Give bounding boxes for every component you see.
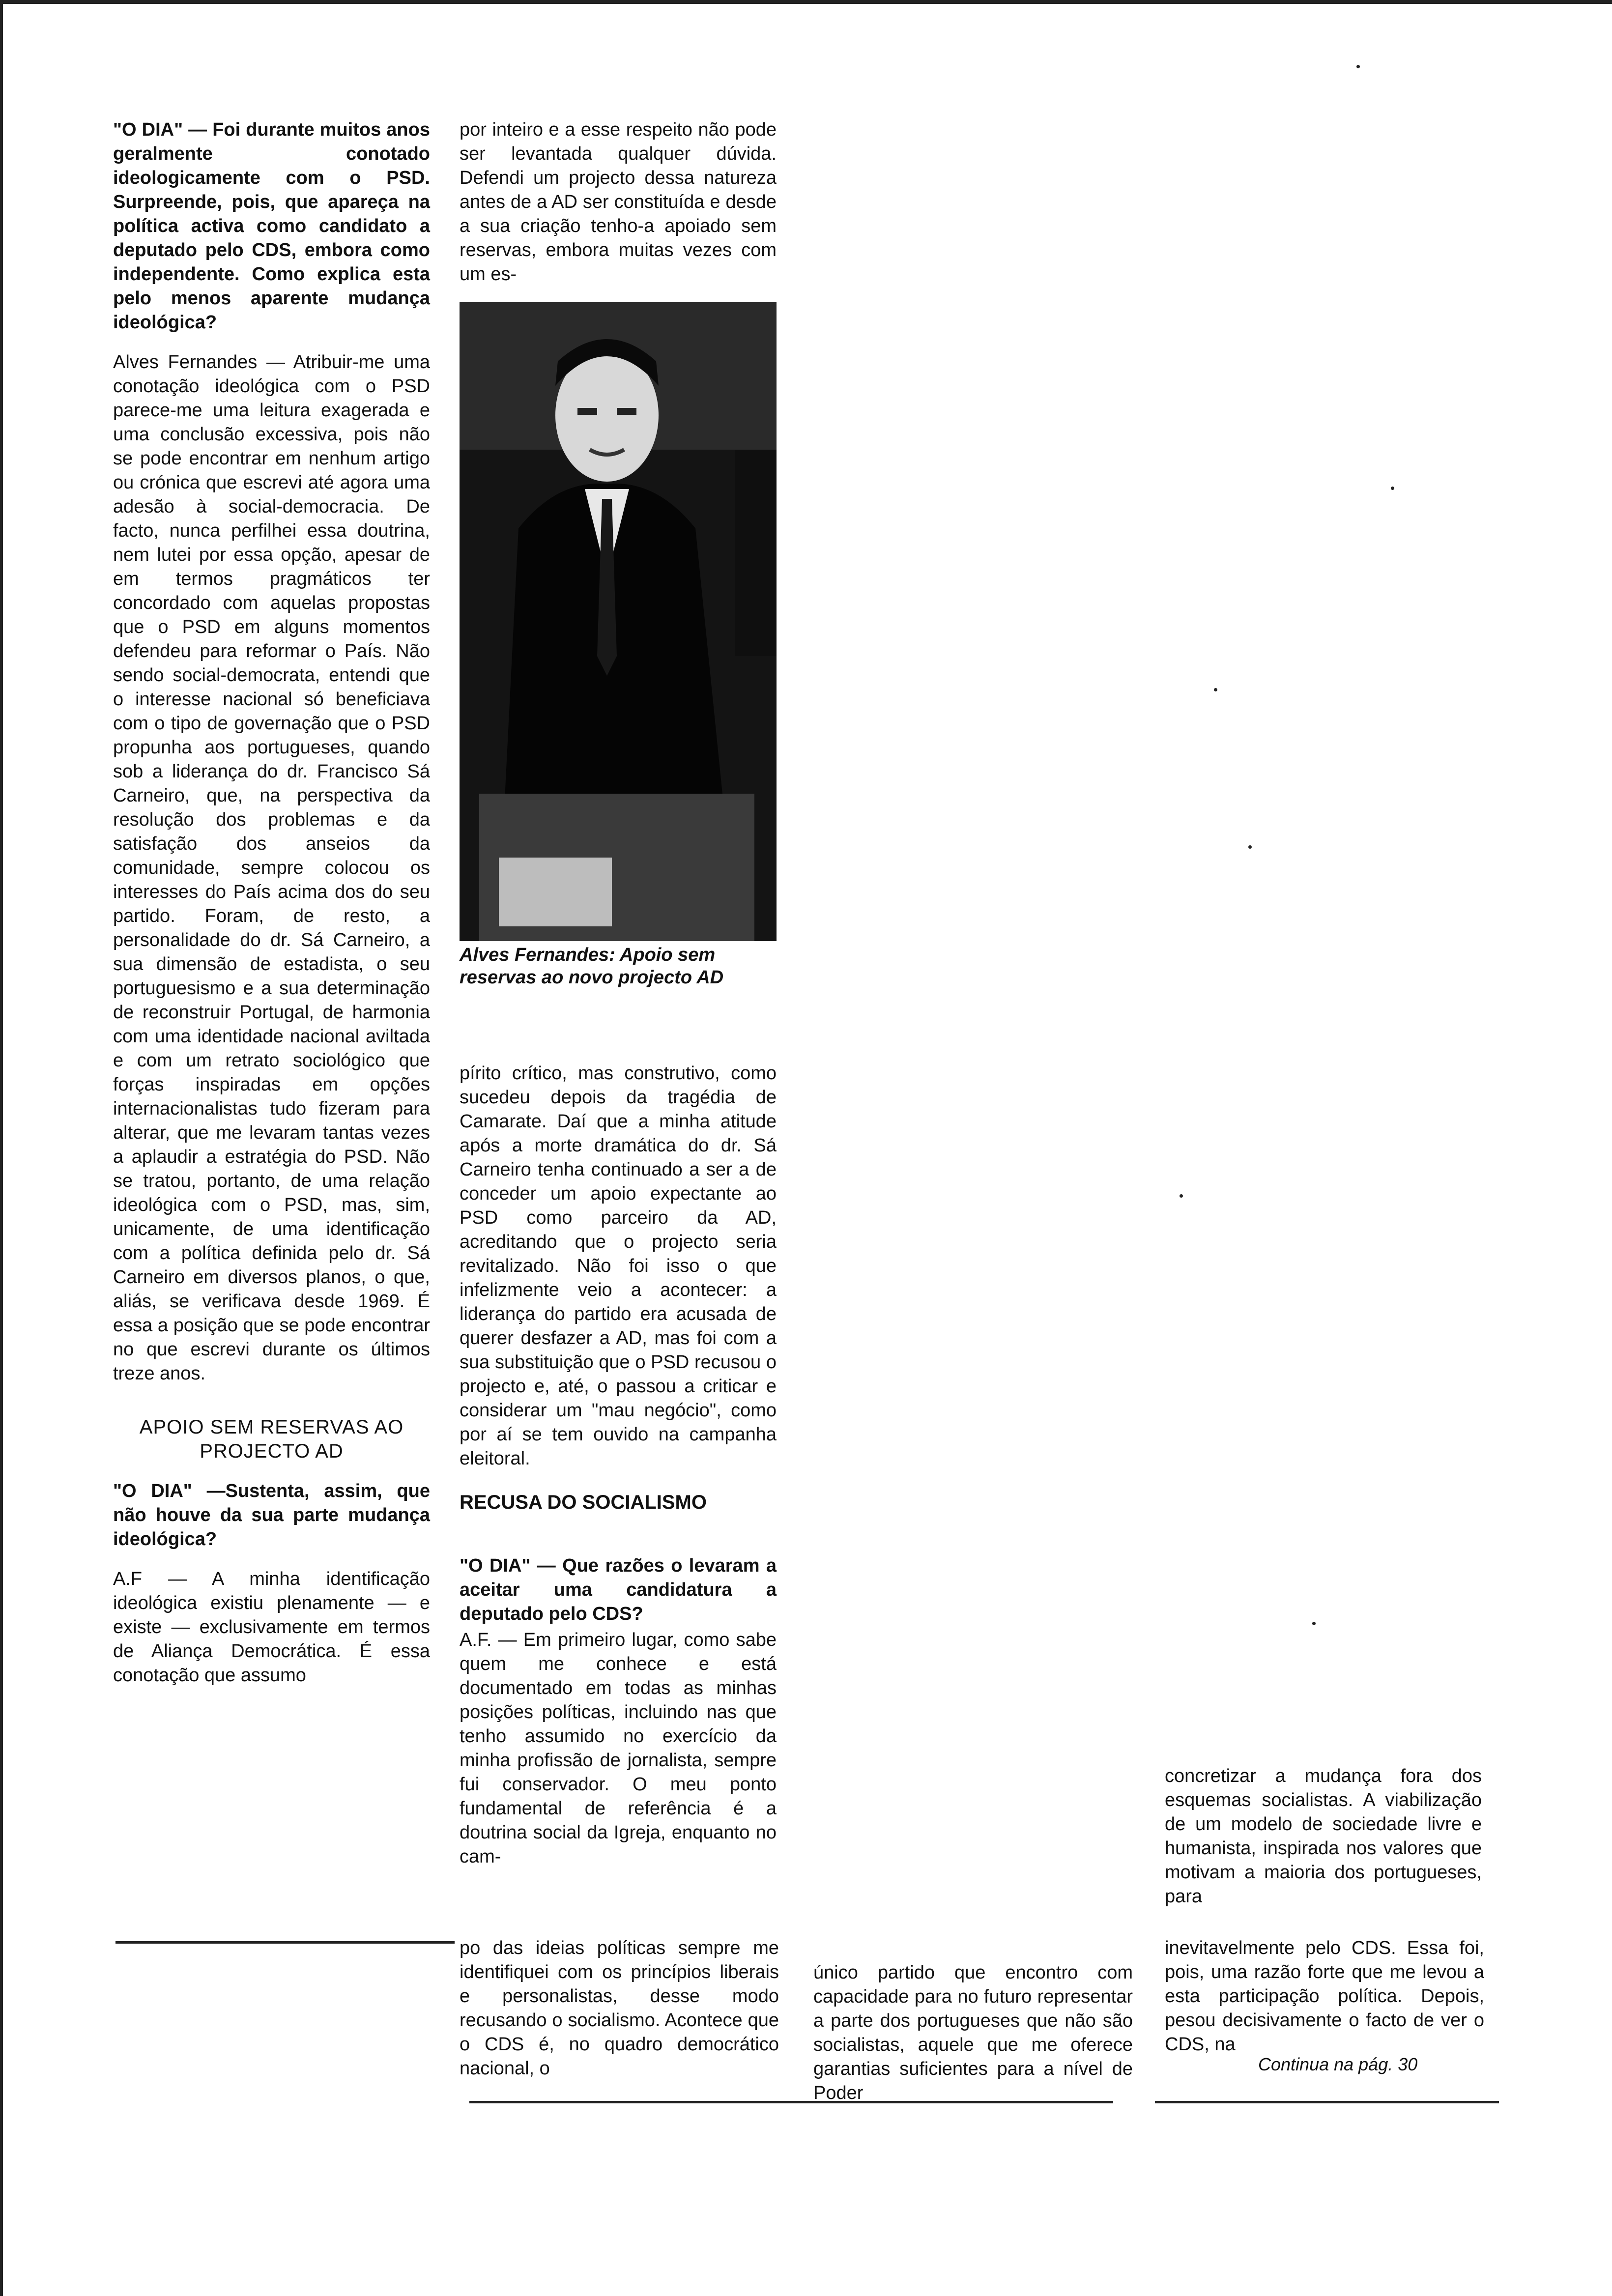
scan-speck (1312, 1622, 1316, 1625)
subhead-recusa: RECUSA DO SOCIALISMO (460, 1492, 707, 1513)
answer-3: A.F. — Em primeiro lugar, como sabe quem me conhece e está documentado em todas as minhas posições políticas, incluindo nas que tenho assumido no exercício da minha profissão de jornalista, sempre fui conservador. O meu ponto fundamental de referência é a doutrina social da Igreja, enquanto no cam- (460, 1630, 777, 1867)
article-column-4-top (1165, 1764, 1482, 1909)
continue-note: Continua na pág. 30 (1258, 2054, 1418, 2074)
col4-paragraph-top: concretizar a mudança fora dos esquemas socialistas. A viabilização de um modelo de sociedade livre e humanista, inspirada nos valores que motivam a maioria dos portugueses, para (1165, 1766, 1482, 1907)
page-border-top (0, 0, 1612, 4)
article-column-2-top (460, 118, 777, 287)
col2-paragraph-2: pírito crítico, mas construtivo, como sucedeu depois da tragédia de Camarate. Daí que a minha atitude após a morte dramática do dr. Sá Carneiro tenha continuado a ser a de conceder um apoio expectante ao PSD como parceiro da AD, acreditando que o projecto seria revitalizado. Não foi isso o que infelizmente veio a acontecer: a liderança do partido era acusada de querer desfazer a AD, mas foi com a sua substituição que o PSD recusou o projecto e, até, o passou a criticar e considerar um "mau negócio", como por aí se tem ouvido na campanha eleitoral. (460, 1063, 777, 1469)
portrait-photo (460, 302, 777, 941)
divider-rule-1 (115, 1941, 455, 1944)
bottom-paragraph-2: único partido que encontro com capacidade para no futuro representar a parte dos portugueses que não são socialistas, aquele que me oferece garantias suficientes para a nível de Poder (813, 1962, 1133, 2103)
question-1: "O DIA" — Foi durante muitos anos geralmente conotado ideologicamente com o PSD. Surpreende, pois, que apareça na política activa como candidato a deputado pelo CDS, embora como independente. Como explica esta pelo menos aparente mudança ideológica? (113, 119, 430, 333)
col2-paragraph-1: por inteiro e a esse respeito não pode ser levantada qualquer dúvida. Defendi um projecto dessa natureza antes de a AD ser constituída e desde a sua criação tenho-a apoiado sem reservas, embora muitas vezes com um es- (460, 119, 777, 285)
bottom-column-3 (1165, 1936, 1484, 2057)
article-column-2-bottom (460, 1062, 777, 1869)
page-border-left (0, 0, 3, 2296)
bottom-paragraph-1: po das ideias políticas sempre me identifiquei com os princípios liberais e personalistas, desse modo recusando o socialismo. Acontece que o CDS é, no quadro democrático nacional, o (460, 1938, 779, 2079)
scan-speck (1180, 1194, 1183, 1198)
answer-1: Alves Fernandes — Atribuir-me uma conotação ideológica com o PSD parece-me uma leitura exagerada e uma conclusão excessiva, pois não se pode encontrar em nenhum artigo ou crónica que escrevi até agora uma adesão à social-democracia. De facto, nunca perfilhei essa doutrina, nem lutei por essa opção, apesar de em termos pragmáticos ter concordado com aquelas propostas que o PSD em alguns momentos defendeu para reformar o País. Não sendo social-democrata, entendi que o interesse nacional só beneficiava com o tipo de governação que o PSD propunha aos portugueses, quando sob a liderança do dr. Francisco Sá Carneiro, que, na perspectiva da resolução dos problemas e da satisfação dos anseios da comunidade, sempre colocou os interesses do País acima dos do seu partido. Foram, de resto, a personalidade do dr. Sá Carneiro, a sua dimensão de estadista, o seu portuguesismo e a sua determinação de reconstruir Portugal, de harmonia com uma identidade nacional aviltada e com um retrato sociológico que forças inspiradas em opções internacionalistas tudo fizeram para alterar, que me levaram tantas vezes a aplaudir a estratégia do PSD. Não se tratou, portanto, de uma relação ideológica com o PSD, mas, sim, unicamente, de uma identificação com a política definida pelo dr. Sá Carneiro em diversos planos, o que, aliás, se verificava desde 1969. É essa a posição que se pode encontrar no que escrevi durante os últimos treze anos. (113, 352, 430, 1384)
bottom-column-1 (460, 1936, 779, 2081)
article-column-1 (113, 118, 430, 1688)
bottom-column-2 (813, 1961, 1133, 2105)
photo-caption: Alves Fernandes: Apoio sem reservas ao novo projecto AD (460, 945, 724, 988)
question-2: "O DIA" —Sustenta, assim, que não houve da sua parte mudança ideológica? (113, 1481, 430, 1550)
question-3: "O DIA" — Que razões o levaram a aceitar uma candidatura a deputado pelo CDS? (460, 1555, 777, 1624)
scan-speck (1391, 487, 1394, 490)
bottom-paragraph-3: inevitavelmente pelo CDS. Essa foi, pois, uma razão forte que me levou a esta participação política. Depois, pesou decisivamente o facto de ver o CDS, na (1165, 1938, 1484, 2055)
portrait-figure (460, 302, 777, 941)
scan-speck (1214, 688, 1217, 691)
divider-rule-3 (1155, 2101, 1499, 2103)
subhead-apoio: APOIO SEM RESERVAS AO PROJECTO AD (139, 1416, 404, 1462)
scan-speck (1356, 65, 1360, 68)
answer-2: A.F — A minha identificação ideológica existiu plenamente — e existe — exclusivamente em termos de Aliança Democrática. É essa conotação que assumo (113, 1569, 430, 1686)
scan-speck (1248, 845, 1252, 849)
